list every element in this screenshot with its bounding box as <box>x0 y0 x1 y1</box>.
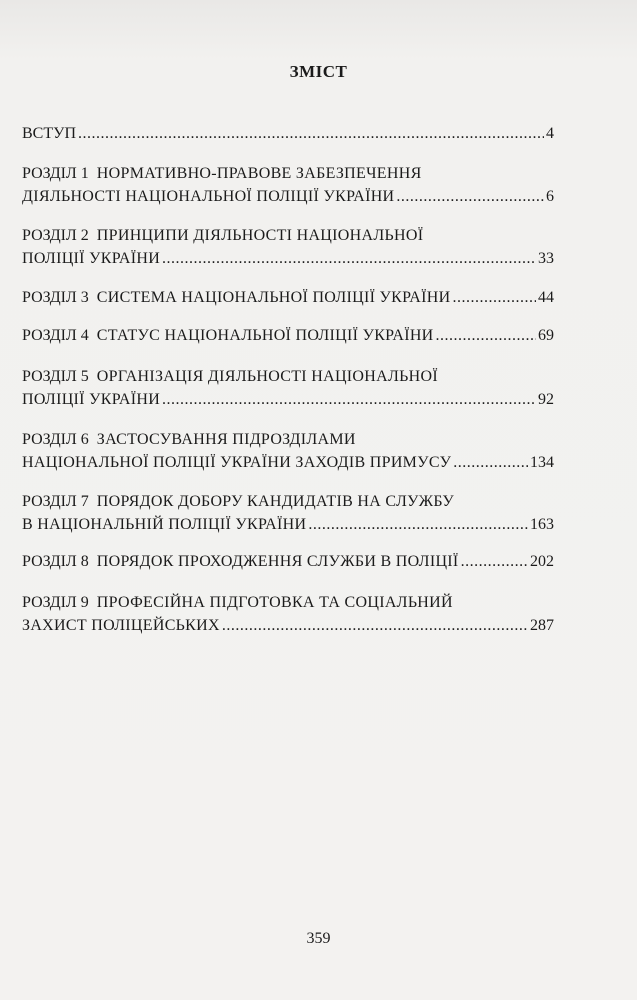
leader-dots <box>162 388 536 411</box>
chapter-number: РОЗДІЛ 9 <box>22 594 89 611</box>
toc-page-number: 6 <box>546 188 554 205</box>
toc-entry-intro <box>22 122 554 145</box>
chapter-title-line1: ПРОФЕСІЙНА ПІДГОТОВКА ТА СОЦІАЛЬНИЙ <box>96 594 453 611</box>
toc-entry-chapter-6 <box>22 428 554 474</box>
page-title: ЗМІСТ <box>289 62 348 81</box>
chapter-title-line1: НОРМАТИВНО-ПРАВОВЕ ЗАБЕЗПЕЧЕННЯ <box>96 165 422 182</box>
toc-entry-chapter-5 <box>22 365 554 411</box>
toc-entry-chapter-1 <box>22 162 554 208</box>
leader-dots <box>453 451 528 474</box>
toc-page-number: 44 <box>538 289 554 306</box>
chapter-title-line2: ПОЛІЦІЇ УКРАЇНИ <box>22 391 161 408</box>
toc-page-number: 202 <box>530 553 554 570</box>
toc-page-number: 33 <box>538 250 554 267</box>
chapter-title-line1: СТАТУС НАЦІОНАЛЬНОЇ ПОЛІЦІЇ УКРАЇНИ <box>96 327 434 344</box>
leader-dots <box>436 324 536 347</box>
toc-page-number: 134 <box>530 454 554 471</box>
chapter-number: РОЗДІЛ 1 <box>22 165 89 182</box>
leader-dots <box>461 550 528 573</box>
chapter-title-line2: ЗАХИСТ ПОЛІЦЕЙСЬКИХ <box>22 617 220 634</box>
toc-page-number: 69 <box>538 327 554 344</box>
chapter-title-line1: ОРГАНІЗАЦІЯ ДІЯЛЬНОСТІ НАЦІОНАЛЬНОЇ <box>96 368 438 385</box>
leader-dots <box>308 513 528 536</box>
chapter-title-line2: ПОЛІЦІЇ УКРАЇНИ <box>22 250 161 267</box>
chapter-number: РОЗДІЛ 3 <box>22 289 89 306</box>
chapter-number: РОЗДІЛ 2 <box>22 227 89 244</box>
chapter-title-line1: ПРИНЦИПИ ДІЯЛЬНОСТІ НАЦІОНАЛЬНОЇ <box>96 227 424 244</box>
toc-page-number: 92 <box>538 391 554 408</box>
toc-intro-label: ВСТУП <box>22 125 76 142</box>
toc-entry-chapter-7 <box>22 490 554 536</box>
chapter-title-line1: ПОРЯДОК ДОБОРУ КАНДИДАТІВ НА СЛУЖБУ <box>96 493 454 510</box>
toc-page-number: 163 <box>530 516 554 533</box>
chapter-title-line1: СИСТЕМА НАЦІОНАЛЬНОЇ ПОЛІЦІЇ УКРАЇНИ <box>96 289 451 306</box>
chapter-number: РОЗДІЛ 4 <box>22 327 89 344</box>
chapter-title-line1: ПОРЯДОК ПРОХОДЖЕННЯ СЛУЖБИ В ПОЛІЦІЇ <box>96 553 459 570</box>
leader-dots <box>222 614 528 637</box>
toc-entry-chapter-9 <box>22 591 554 637</box>
toc-page-number: 287 <box>530 617 554 634</box>
chapter-title-line1: ЗАСТОСУВАННЯ ПІДРОЗДІЛАМИ <box>96 431 356 448</box>
toc-entry-chapter-8 <box>22 550 554 573</box>
chapter-number: РОЗДІЛ 8 <box>22 553 89 570</box>
toc-entry-chapter-2 <box>22 224 554 270</box>
toc-entry-chapter-3 <box>22 286 554 309</box>
chapter-title-line2: ДІЯЛЬНОСТІ НАЦІОНАЛЬНОЇ ПОЛІЦІЇ УКРАЇНИ <box>22 188 395 205</box>
chapter-title-line2: В НАЦІОНАЛЬНІЙ ПОЛІЦІЇ УКРАЇНИ <box>22 516 307 533</box>
page-number: 359 <box>306 930 331 947</box>
chapter-number: РОЗДІЛ 5 <box>22 368 89 385</box>
leader-dots <box>162 247 536 270</box>
leader-dots <box>78 122 544 145</box>
chapter-title-line2: НАЦІОНАЛЬНОЇ ПОЛІЦІЇ УКРАЇНИ ЗАХОДІВ ПРИМУСУ <box>22 454 452 471</box>
chapter-number: РОЗДІЛ 7 <box>22 493 89 510</box>
toc-page-number: 4 <box>546 125 554 142</box>
leader-dots <box>396 185 544 208</box>
leader-dots <box>453 286 537 309</box>
toc-entry-chapter-4 <box>22 324 554 347</box>
chapter-number: РОЗДІЛ 6 <box>22 431 89 448</box>
